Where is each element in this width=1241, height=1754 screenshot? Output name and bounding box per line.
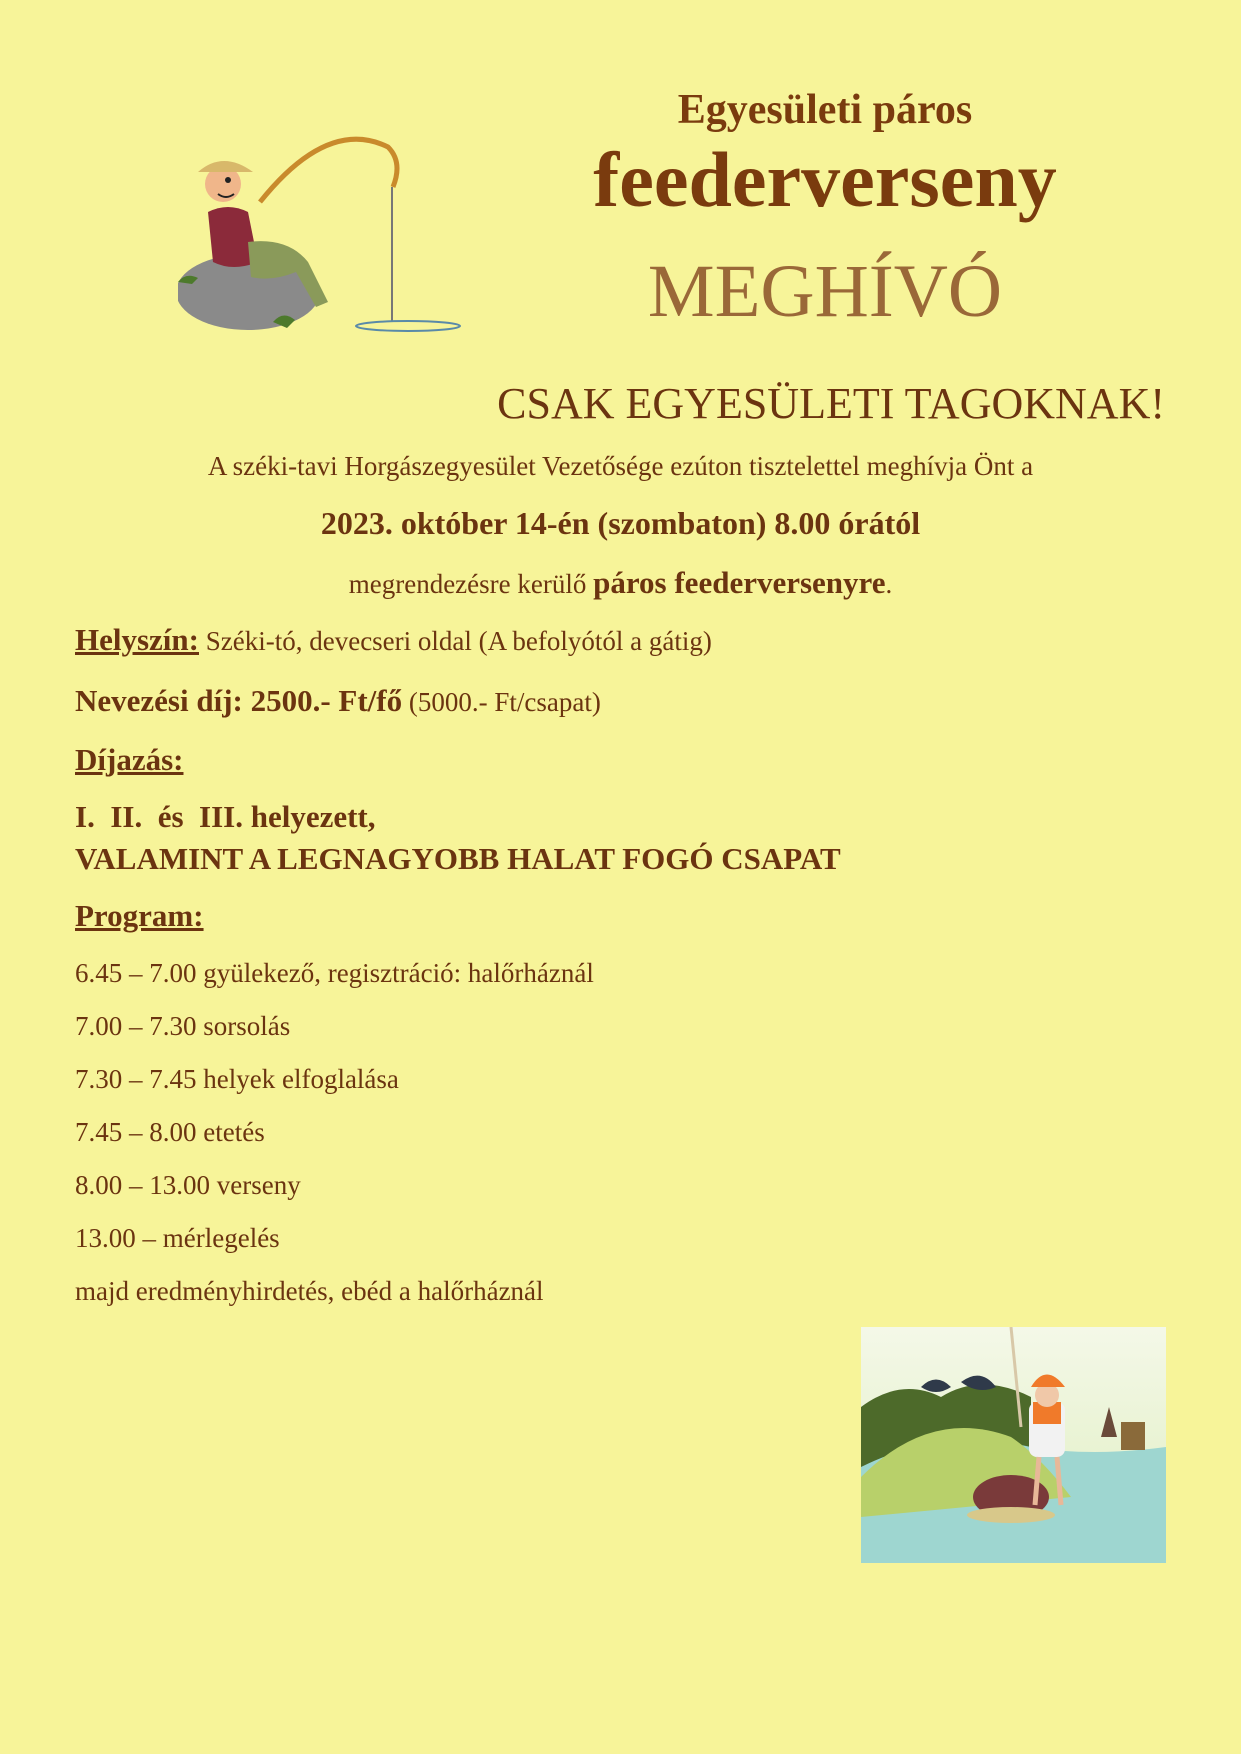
- invitation-text: A széki-tavi Horgászegyesület Vezetősége ezúton tisztelettel meghívja Önt a: [207, 451, 1034, 481]
- event-prefix: megrendezésre kerülő: [348, 569, 587, 599]
- schedule-item: 7.30 – 7.45 helyek elfoglalása: [75, 1064, 399, 1094]
- fishing-rod: [260, 139, 397, 202]
- program-label: Program:: [75, 898, 204, 933]
- prizes-line-1: I. II. és III. helyezett,: [75, 799, 376, 834]
- fee-label: Nevezési díj: 2500.- Ft/fő: [75, 683, 403, 718]
- event-name: páros feederversenyre: [593, 565, 886, 600]
- location-label: Helyszín:: [75, 622, 199, 657]
- header-title: feederverseny: [593, 136, 1057, 223]
- fisherman-illustration: [178, 132, 496, 344]
- members-only-notice: CSAK EGYESÜLETI TAGOKNAK!: [497, 379, 1165, 428]
- location-row: [75, 622, 712, 658]
- event-date: 2023. október 14-én (szombaton) 8.00 órától: [320, 505, 921, 541]
- schedule-item: 8.00 – 13.00 verseny: [75, 1170, 301, 1200]
- prizes-line-2: VALAMINT A LEGNAGYOBB HALAT FOGÓ CSAPAT: [75, 841, 841, 876]
- fee-note: (5000.- Ft/csapat): [408, 687, 601, 717]
- prizes-label: Díjazás:: [75, 742, 184, 777]
- fee-row: [75, 683, 601, 719]
- schedule-item: 7.45 – 8.00 etetés: [75, 1117, 265, 1147]
- location-value: Széki-tó, devecseri oldal (A befolyótól a gátig): [205, 626, 712, 656]
- hat: [198, 161, 253, 172]
- schedule-item: 13.00 – mérlegelés: [75, 1223, 280, 1253]
- program-row: [75, 898, 204, 934]
- water-ripple: [356, 321, 460, 331]
- schedule-item: 7.00 – 7.30 sorsolás: [75, 1011, 291, 1041]
- schedule-item: 6.45 – 7.00 gyülekező, regisztráció: halőrháznál: [75, 958, 594, 988]
- schedule-item: majd eredményhirdetés, ebéd a halőrháznál: [75, 1276, 544, 1306]
- invitation-heading: MEGHÍVÓ: [647, 250, 1003, 333]
- prizes-row: [75, 742, 183, 778]
- header-subtitle: Egyesületi páros: [677, 87, 973, 133]
- event-suffix: .: [885, 569, 893, 599]
- event-description: [0, 565, 1241, 601]
- cartoon-picture: [861, 1327, 1166, 1563]
